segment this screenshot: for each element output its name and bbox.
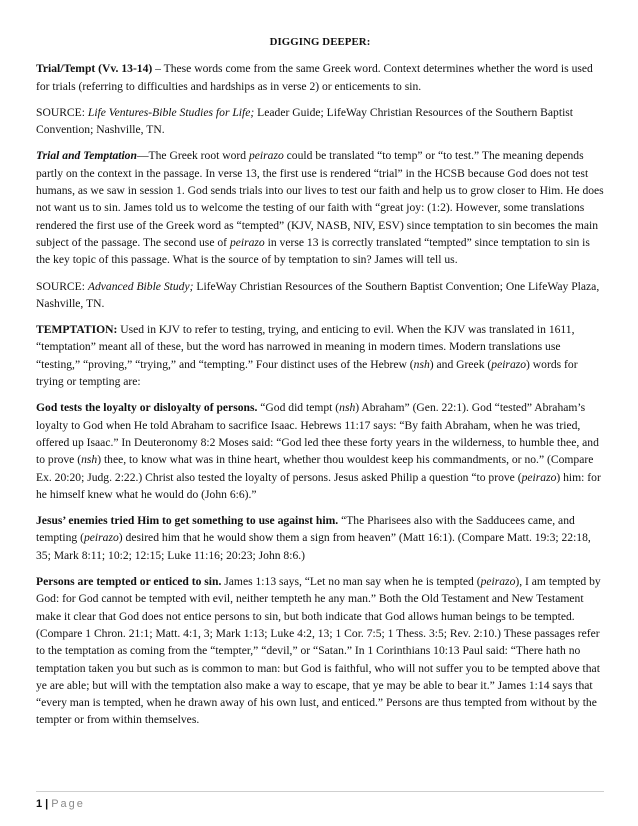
footer-divider [36,791,604,792]
page-label: Page [51,798,85,810]
trial-tempt-paragraph [36,60,604,95]
paragraph-text: “God did tempt ( [257,401,340,415]
trial-temptation-paragraph [36,147,604,268]
paragraph-text: ) desired him that he would show them a sign from heaven” (Matt 16:1). (Compare Matt. 19:3; 22:18, 35; Mark 8:11; 10:2; 12:15; Luke 11:16; 20:23; John 8:6.) [36,531,591,562]
persons-heading: Persons are tempted or enticed to sin. [36,575,222,589]
hebrew-word: nsh [81,453,98,467]
paragraph-text: Used in KJV to refer to testing, trying, and enticing to evil. When the KJV was translated in 1611, “temptation” meant all of these, but the word has narrowed in meaning in modern times. Modern translations use “testing,” “proving,” “trying,” and “tempting.” Four distinct uses of the Hebrew ( [36,323,575,371]
page-number: 1 [36,798,43,810]
greek-word: peirazo [83,531,119,545]
source-title: Life Ventures-Bible Studies for Life; [87,105,255,119]
paragraph-text: “The Pharisees also with the Sadducees came, and tempting ( [36,514,575,545]
hebrew-word: nsh [339,401,356,415]
paragraph-text: in verse 13 is correctly translated “tempted” since temptation to sin is the key topic of this passage. What is the source of by temptation to sin? James will tell us. [36,235,590,267]
paragraph-text: ) Abraham” (Gen. 22:1). God “tested” Abraham’s loyalty to God when He told Abraham to sacrifice Isaac. Hebrews 11:17 says: “By faith Abraham, when he was tried, offered up Isaac.” In Deuteronomy 8:2 Moses said: “God led thee these forty years in the wilderness, to humble thee, and to prove ( [36,401,599,467]
greek-word: peirazo [229,235,265,249]
page-title: DIGGING DEEPER: [269,36,371,48]
greek-word: peirazo [480,575,516,589]
paragraph-text: ) words for trying or tempting are: [36,357,578,389]
source-paragraph-1 [36,104,604,139]
persons-paragraph [36,573,604,729]
source-details: Leader Guide; LifeWay Christian Resources of the Southern Baptist Convention; Nashville, TN. [36,105,574,137]
temptation-paragraph [36,321,604,390]
god-tests-paragraph [36,399,604,503]
source-details: LifeWay Christian Resources of the Southern Baptist Convention; One LifeWay Plaza, Nashville, TN. [36,279,600,310]
paragraph-text: could be translated “to temp” or “to test.” The meaning depends partly on the context in the passage. In verse 13, the first use is rendered “trial” in the HCSB because God does not test humans, as we saw in session 1. God sends trials into our lives to test our faith and help us to grow closer to Him. He does not want us to sin. James told us to welcome the testing of our faith with “great joy: (1:2). However, some translations rendered the first use of the Greek word as “tempted” (KJV, NASB, NIV, ESV) since temptation to sin becomes the main subject of the passage. The second use of [36,149,604,249]
enemies-heading: Jesus’ enemies tried Him to get something to use against him. [36,514,339,528]
paragraph-text: —The Greek root word [136,149,249,163]
greek-word: peirazo [491,357,527,371]
paragraph-text: ) and Greek ( [429,357,492,371]
paragraph-text: ) thee, to know what was in thine heart, whether thou wouldest keep his commandments, or no.” (Compare Ex. 20:20; Judg. 2:22.) Christ also tested the loyalty of persons. Jesus asked Philip a question “to prove ( [36,453,594,484]
temptation-heading: TEMPTATION: [36,323,118,337]
hebrew-word: nsh [413,357,430,371]
paragraph-text: ), I am tempted by God: for God cannot be tempted with evil, neither tempteth he any man.” Both the Old Testament and New Testament make it clear that God does not entice persons to sin, but both indicate that God allows human beings to be tempted. (Compare 1 Chron. 21:1; Matt. 4:1, 3; Mark 1:13; Luke 4:2, 13; 1 Cor. 7:5; 1 Thess. 3:5; Rev. 2:10.) These passages refer to the temptation as coming from the “tempter,” “devil,” or “Satan.” In 1 Corinthians 10:13 Paul said: “There hath no temptation taken you but such as is common to man: but God is faithful, who will not suffer you to be tempted above that ye are able; but will with the temptation also make a way to escape, that ye may be able to bear it.” James 1:14 says that “every man is tempted, when he drawn away of his own lust, and enticed.” Persons are thus tempted from without by the tempter or from within themselves. [36,575,601,727]
source-paragraph-2 [36,278,604,313]
trial-temptation-heading: Trial and Temptation [36,149,137,163]
enemies-paragraph [36,512,604,564]
trial-tempt-text: – These words come from the same Greek word. Context determines whether the word is used for trials (referring to difficulties and hardships as in verse 2) or enticements to sin. [36,62,593,93]
source-label: SOURCE: [36,105,88,119]
paragraph-text: ) him: for he himself knew what he would do (John 6:6).” [36,470,601,501]
greek-word: peirazo [248,149,284,163]
trial-tempt-heading: Trial/Tempt (Vv. 13-14) [36,62,153,76]
page-footer [36,796,85,813]
source-title: Advanced Bible Study; [87,279,194,293]
footer-separator: | [45,798,49,810]
greek-word: peirazo [521,470,557,484]
god-tests-heading: God tests the loyalty or disloyalty of persons. [36,401,258,415]
source-label: SOURCE: [36,279,88,293]
paragraph-text: James 1:13 says, “Let no man say when he is tempted ( [221,575,481,589]
